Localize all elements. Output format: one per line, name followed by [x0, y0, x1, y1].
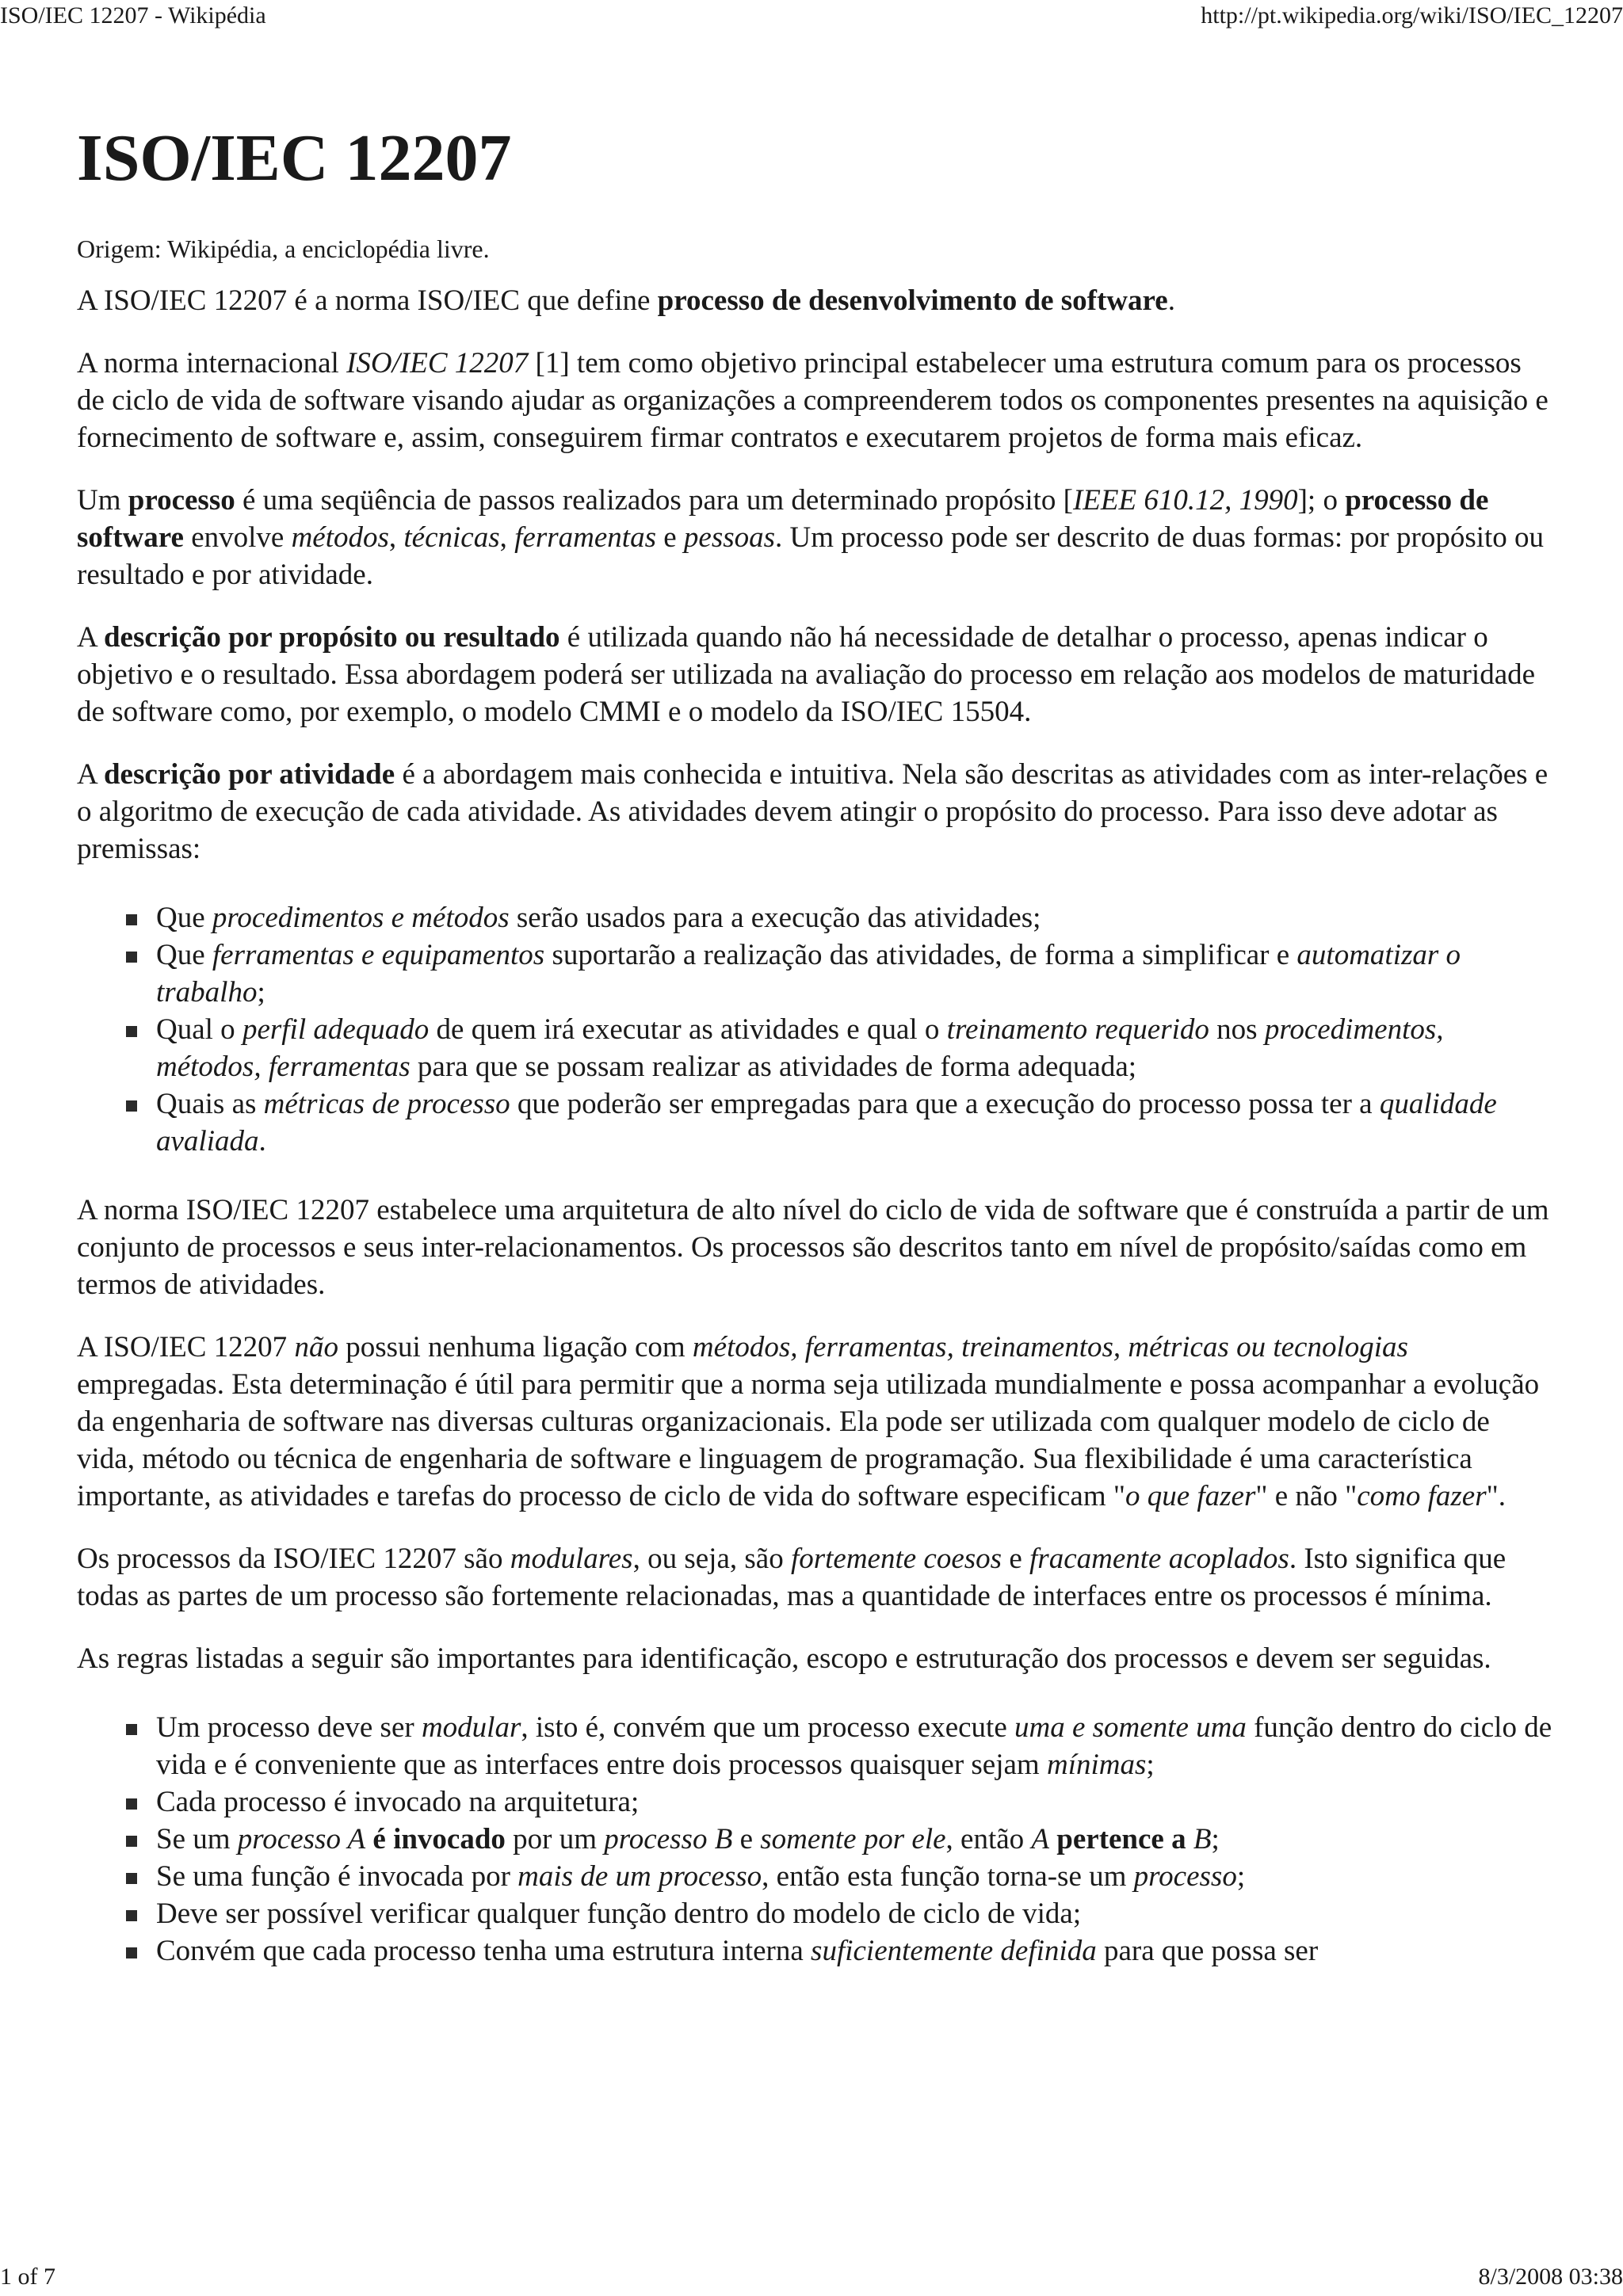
italic-text: não: [294, 1331, 338, 1363]
italic-text: mais de um processo: [517, 1860, 762, 1893]
italic-text: ferramentas e equipamentos: [212, 939, 545, 971]
text-run: , ou seja, são: [632, 1543, 791, 1575]
text-run: é utilizada quando não há necessidade de detalhar o processo, apenas indicar o objetivo e o resultado. Essa abordagem poderá ser utilizada na avaliação do processo em relação aos modelos de maturidade de software como, por exemplo, o modelo CMMI e o modelo da ISO/IEC 15504.: [77, 621, 1536, 728]
italic-text: automatizar o trabalho: [156, 939, 1461, 1009]
text-run: ;: [1211, 1823, 1220, 1855]
text-run: Se um: [156, 1823, 238, 1855]
text-run: A norma ISO/IEC 12207 estabelece uma arquitetura de alto nível do ciclo de vida de software que é construída a partir de um conjunto de processos e seus inter-relacionamentos. Os processos são descritos tanto em nível de propósito/saídas como em termos de atividades.: [77, 1194, 1549, 1301]
italic-text: ferramentas: [514, 521, 656, 554]
italic-text: processo: [1133, 1860, 1237, 1893]
text-run: [1186, 1823, 1193, 1855]
paragraph-architecture: [77, 1192, 1552, 1303]
bold-text: pertence a: [1056, 1823, 1186, 1855]
italic-text: métodos: [291, 521, 389, 554]
list-item: [77, 1858, 1552, 1895]
text-run: Qual o: [156, 1013, 242, 1046]
italic-text: ISO/IEC 12207: [346, 347, 529, 379]
text-run: A norma internacional: [77, 347, 347, 379]
text-run: serão usados para a execução das atividades;: [509, 902, 1041, 934]
text-run: Convém que cada processo tenha uma estrutura interna: [156, 1935, 812, 1967]
text-run: ,: [499, 521, 515, 554]
italic-text: procedimentos, métodos, ferramentas: [156, 1013, 1444, 1083]
text-run: ,: [388, 521, 404, 554]
list-item: [77, 1011, 1552, 1085]
list-item: [77, 1709, 1552, 1783]
italic-text: fracamente acoplados: [1029, 1543, 1289, 1575]
article-content: [77, 119, 1552, 1970]
italic-text: B: [1193, 1823, 1212, 1855]
bold-text: descrição por propósito ou resultado: [103, 621, 560, 654]
text-run: para que se possam realizar as atividades de forma adequada;: [410, 1051, 1137, 1083]
list-item: [77, 899, 1552, 936]
text-run: Um processo deve ser: [156, 1711, 422, 1744]
bold-text: processo de desenvolvimento de software: [657, 284, 1168, 317]
text-run: [365, 1823, 372, 1855]
text-run: , então: [945, 1823, 1032, 1855]
text-run: Se uma função é invocada por: [156, 1860, 518, 1893]
intro-paragraph: [77, 282, 1552, 319]
text-run: [1] tem como objetivo principal estabelecer uma estrutura comum para os processos de ciclo de vida de software visando ajudar as organizações a compreenderem todos os componentes presentes na aquisição e fornecimento de software e, assim, conseguirem firmar contratos e executarem projetos de forma mais eficaz.: [77, 347, 1549, 454]
italic-text: modulares: [510, 1543, 633, 1575]
text-run: ;: [257, 976, 265, 1009]
italic-text: técnicas: [403, 521, 500, 554]
italic-text: somente por ele: [760, 1823, 946, 1855]
page-footer-datetime: 8/3/2008 03:38: [1478, 2264, 1623, 2290]
rules-list: [77, 1709, 1552, 1970]
text-run: . Um processo pode ser descrito de duas formas: por propósito ou resultado e por atividade.: [77, 521, 1545, 591]
list-item: [77, 1932, 1552, 1970]
text-run: As regras listadas a seguir são importantes para identificação, escopo e estruturação dos processos e devem ser seguidas.: [77, 1642, 1491, 1675]
text-run: ;: [1236, 1860, 1246, 1893]
page-footer-page-number: 1 of 7: [0, 2264, 55, 2290]
text-run: [1049, 1823, 1056, 1855]
paragraph-rules-intro: [77, 1640, 1552, 1677]
text-run: função dentro do ciclo de vida e é conveniente que as interfaces entre dois processos quaisquer sejam: [156, 1711, 1552, 1781]
italic-text: procedimentos e métodos: [212, 902, 510, 934]
text-run: que poderão ser empregadas para que a execução do processo possa ter a: [510, 1088, 1380, 1120]
italic-text: o que fazer: [1125, 1480, 1256, 1512]
text-run: para que possa ser: [1096, 1935, 1319, 1967]
text-run: ;: [1146, 1749, 1155, 1781]
premises-list: [77, 899, 1552, 1160]
italic-text: IEEE 610.12, 1990: [1072, 484, 1298, 517]
text-run: Deve ser possível verificar qualquer função dentro do modelo de ciclo de vida;: [156, 1897, 1082, 1930]
text-run: Os processos da ISO/IEC 12207 são: [77, 1543, 510, 1575]
paragraph-objective: [77, 345, 1552, 456]
text-run: Um: [77, 484, 128, 517]
italic-text: métricas de processo: [263, 1088, 510, 1120]
italic-text: como fazer: [1357, 1480, 1487, 1512]
italic-text: treinamento requerido: [946, 1013, 1209, 1046]
text-run: nos: [1209, 1013, 1265, 1046]
italic-text: perfil adequado: [242, 1013, 430, 1046]
page-header-title: ISO/IEC 12207 - Wikipédia: [0, 2, 266, 29]
text-run: " e não ": [1255, 1480, 1358, 1512]
text-run: . Isto significa que todas as partes de um processo são fortemente relacionadas, mas a quantidade de interfaces entre os processos é mínima.: [77, 1543, 1507, 1612]
article-origin: Origem: Wikipédia, a enciclopédia livre.: [77, 235, 490, 263]
italic-text: métodos, ferramentas, treinamentos, métricas ou tecnologias: [692, 1331, 1408, 1363]
italic-text: suficientemente definida: [811, 1935, 1097, 1967]
text-run: A ISO/IEC 12207: [77, 1331, 295, 1363]
text-run: possui nenhuma ligação com: [338, 1331, 693, 1363]
list-item: [77, 1895, 1552, 1932]
list-item: [77, 1085, 1552, 1160]
text-run: Que: [156, 939, 212, 971]
text-run: e: [1002, 1543, 1030, 1575]
italic-text: fortemente coesos: [790, 1543, 1002, 1575]
paragraph-modularity: [77, 1540, 1552, 1615]
text-run: , isto é, convém que um processo execute: [521, 1711, 1014, 1744]
italic-text: processo A: [237, 1823, 366, 1855]
text-run: .: [1167, 284, 1175, 317]
text-run: .: [258, 1125, 266, 1158]
text-run: de quem irá executar as atividades e qual o: [429, 1013, 947, 1046]
paragraph-description-by-purpose: [77, 619, 1552, 730]
paragraph-independence: [77, 1329, 1552, 1515]
text-run: A ISO/IEC 12207 é a norma ISO/IEC que define: [77, 284, 658, 317]
bold-text: processo: [128, 484, 235, 517]
text-run: suportarão a realização das atividades, de forma a simplificar e: [544, 939, 1297, 971]
text-run: envolve: [183, 521, 292, 554]
text-run: e: [732, 1823, 761, 1855]
article-title: ISO/IEC 12207: [77, 121, 512, 195]
text-run: , então esta função torna-se um: [762, 1860, 1134, 1893]
italic-text: pessoas: [683, 521, 776, 554]
italic-text: processo B: [604, 1823, 733, 1855]
paragraph-description-by-activity: [77, 756, 1552, 868]
bold-text: processo de software: [77, 484, 1489, 554]
text-run: por um: [505, 1823, 605, 1855]
text-run: é uma seqüência de passos realizados para um determinado propósito [: [235, 484, 1073, 517]
paragraph-process-definition: [77, 482, 1552, 593]
text-run: ".: [1486, 1480, 1506, 1512]
bold-text: descrição por atividade: [103, 758, 395, 791]
text-run: é a abordagem mais conhecida e intuitiva. Nela são descritas as atividades com as inter-relações e o algoritmo de execução de cada atividade. As atividades devem atingir o propósito do processo. Para isso deve adotar as premissas:: [77, 758, 1549, 865]
list-item: [77, 1821, 1552, 1858]
italic-text: qualidade avaliada: [156, 1088, 1497, 1158]
bold-text: é invocado: [372, 1823, 506, 1855]
text-run: Cada processo é invocado na arquitetura;: [156, 1786, 640, 1818]
text-run: A: [77, 758, 104, 791]
italic-text: A: [1031, 1823, 1050, 1855]
text-run: A: [77, 621, 104, 654]
text-run: Que: [156, 902, 212, 934]
text-run: ]; o: [1297, 484, 1346, 517]
text-run: Quais as: [156, 1088, 264, 1120]
italic-text: modular: [421, 1711, 521, 1744]
italic-text: uma e somente uma: [1014, 1711, 1247, 1744]
page-header-url: http://pt.wikipedia.org/wiki/ISO/IEC_12207: [1201, 2, 1623, 29]
list-item: [77, 936, 1552, 1011]
list-item: [77, 1783, 1552, 1821]
italic-text: mínimas: [1046, 1749, 1147, 1781]
text-run: empregadas. Esta determinação é útil para permitir que a norma seja utilizada mundialmente e possa acompanhar a evolução da engenharia de software nas diversas culturas organizacionais. Ela pode ser utilizada com qualquer modelo de ciclo de vida, método ou técnica de engenharia de software e linguagem de programação. Sua flexibilidade é uma característica importante, as atividades e tarefas do processo de ciclo de vida do software especificam ": [77, 1368, 1540, 1512]
text-run: e: [655, 521, 684, 554]
